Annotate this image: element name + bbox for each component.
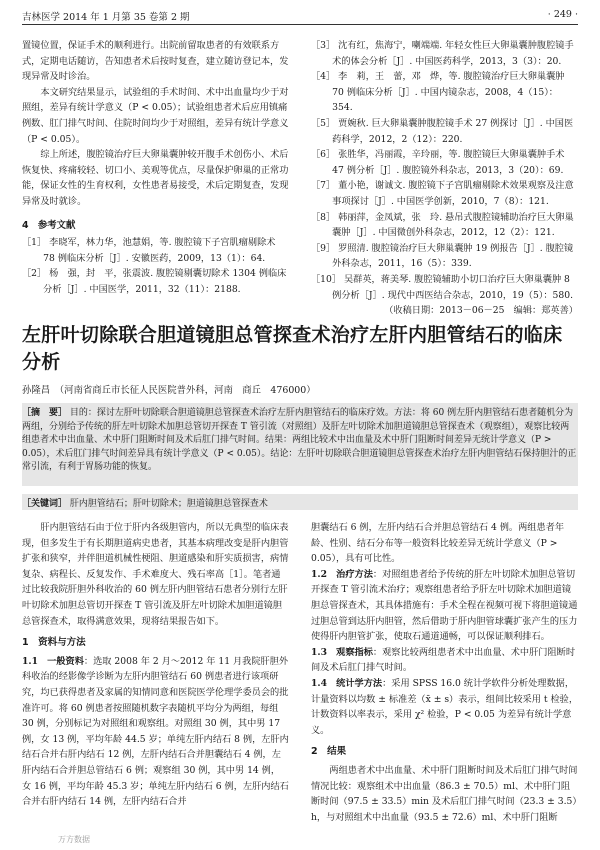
subsection-statistics: 1.4 统计学方法：采用 SPSS 16.0 统计学软件分析处理数据，计量资料以均数 ± 标准差（x̄ ± s）表示，组间比较采用 t 检验，计数资料以率表示，采用 χ² 检验，P < 0.05 为差异有统计学意义。 (311, 677, 579, 736)
reference-item: ［3］ 沈有红，焦海宁，喇端端. 年轻女性巨大卵巢囊肿腹腔镜手术的体会分析［J］. 中国医药科学，2013，3（3）：20. (311, 40, 574, 67)
reference-item: ［8］ 韩丽萍，金凤斌，张 玲. 悬吊式腹腔镜辅助治疗巨大卵巢囊肿［J］. 中国微创外科杂志，2012，12（2）：121. (311, 211, 574, 239)
paragraph: 置镜位置，保证手术的顺利进行。出院前留取患者的有效联系方式，定期电话随访，告知患者术后按时复查，建立随访登记本，发现异常及时诊治。 (22, 40, 289, 83)
running-header (22, 6, 578, 25)
author-affiliation: 孙隆昌 （河南省商丘市长征人民医院普外科，河南 商丘 476000） (22, 385, 316, 396)
section-heading-results: 2 结果 (311, 746, 347, 758)
keywords (22, 496, 578, 509)
reference-item: ［1］ 李晓军，林力华，池慧娟，等. 腹腔镜下子宫肌瘤剔除术 78 例临床分析［J］. 安徽医药，2009，13（1）：64. (22, 237, 276, 264)
prev-article-right-column (311, 38, 578, 319)
results-text: 两组患者术中出血量、术中肝门阻断时间及术后肛门排气时间情况比较：观察组术中出血量（86.3 ± 70.5）ml、术中肝门阻断时间（97.5 ± 33.5）min 及术后肛门排气时间（23.3 ± 3.5）h，与对照组术中出血量（93.5 ± 72.6）ml、术中肝门阻断 (311, 764, 578, 823)
reference-item: ［4］ 李 莉，王 蕾，邓 烨，等. 腹腔镜治疗巨大卵巢囊肿 70 例临床分析［J］. 中国内镜杂志，2008，4（15）：354. (311, 71, 565, 114)
page-number: · 249 · (547, 9, 578, 20)
subsection-treatment: 1.2 治疗方法：对照组患者给予传统的肝左叶切除术加胆总管切开探查 T 管引流术治疗；观察组患者给予肝左叶切除术加胆道镜胆总管探查术，其具体措施有：手术全程在视频可视下将胆道镜通过胆总管到达肝内胆管，然后借助于肝内胆管球囊扩张产生的压力使得肝内胆管扩张，使取石通道通畅，可以保证顺利排石。 (311, 568, 578, 643)
subsection-general-data: 1.1 一般资料：选取 2008 年 2 月～2012 年 11 月我院肝胆外科收治的经影像学诊断为左肝内胆管结石 60 例患者进行该项研究，均已获得患者及家属的知情同意和医院医学伦理学委员会的批准许可。将 60 例患者按照随机数字表随机平均分为两组，每组 30 例，分别标记为对照组和观察组。对照组 30 例，其中男 17 例，女 13 例，平均年龄 44.5 岁；单纯左肝内结石 8 例，左肝内结石合并右肝内结石 12 例，左肝内结石合并胆囊结石 4 例，左肝内结石合并胆总管结石 6 例；观察组 30 例，其中男 14 例，女 16 例，平均年龄 45.3 岁；单纯左肝内结石 6 例，左肝内结石合并右肝内结石 14 例，左肝内结石合并 (22, 655, 289, 808)
abstract-text: 目的：探讨左肝叶切除联合胆道镜胆总管探查术治疗左肝内胆管结石的临床疗效。方法：将 60 例左肝内胆管结石患者随机分为两组，分别给予传统的肝左叶切除术加胆总管切开探查 T 管引流（对照组）及肝左叶切除术加胆道镜胆总管探查术（观察组），观察比较两组患者术中出血量、术中肝门阻断时间及术后肛门排气时间。结果：两组比较术中出血量及术中肝门阻断时间差异无统计学意义（P > 0.05），术后肛门排气时间差异具有统计学意义（P < 0.05）。结论：左肝叶切除联合胆道镜胆总管探查术治疗左肝内胆管结石保持胆汁的正常引流，有利于胃肠功能的恢复。 (22, 408, 577, 473)
reference-item: ［6］ 张胜华，冯丽霞，辛玲丽，等. 腹腔镜巨大卵巢囊肿手术 47 例分析［J］. 腹腔镜外科杂志，2013，3（20）：69. (311, 149, 565, 176)
article-title: 左肝叶切除联合胆道镜胆总管探查术治疗左肝内胆管结石的临床分析 (22, 324, 563, 373)
paragraph: 综上所述，腹腔镜治疗巨大卵巢囊肿较开腹手术创伤小、术后恢复快、疼痛较轻、切口小、美观等优点，尽量保护卵巢的正常功能，保证女性的生育权利，女性患者易接受，术后定期复查，发现异常及时就诊。 (22, 149, 289, 207)
article-left-column (22, 520, 289, 810)
keywords-text: 肝内胆管结石；肝叶切除术；胆道镜胆总管探查术 (69, 499, 268, 509)
references-heading: 4 参考文献 (22, 219, 76, 231)
paragraph: 胆囊结石 6 例，左肝内结石合并胆总管结石 4 例。两组患者年龄、性别、结石分布等一般资料比较差异无统计学意义（P > 0.05），具有可比性。 (311, 522, 565, 565)
abstract-label: ［摘 要］ (22, 408, 68, 418)
journal-info: 吉林医学 2014 年 1 月第 35 卷第 2 期 (22, 12, 190, 23)
reference-item: ［9］ 罗照清. 腹腔镜治疗巨大卵巢囊肿 19 例报告［J］. 腹腔镜外科杂志，2011，16（5）：339. (311, 242, 574, 270)
prev-article-left-column (22, 38, 289, 298)
reference-item: ［10］ 吴群英，蒋美琴. 腹腔镜辅助小切口治疗巨大卵巢囊肿 8 例分析［J］. 现代中西医结合杂志，2010，19（5）：580. (311, 273, 574, 301)
reference-item: ［2］ 杨 强，封 平，张震波. 腹腔镜剔囊切除术 1304 例临床分析［J］. 中国医学，2011，32（11）：2188. (22, 268, 287, 295)
abstract (22, 407, 578, 475)
reference-item: ［7］ 董小艳，谢诚文. 腹腔镜下子宫肌瘤剔除术效果观察及注意事项探讨［J］. 中国医学创新，2010，7（8）：121. (311, 180, 574, 207)
paragraph: 本文研究结果显示，试验组的手术时间、术中出血量均少于对照组，差异有统计学意义（P < 0.05）；试验组患者术后应用镇痛例数、肛门排气时间、住院时间均少于对照组，差异有统计学意义（P < 0.05）。 (22, 86, 289, 145)
reference-item: ［5］ 贾婉秋. 巨大卵巢囊肿腹腔镜手术 27 例探讨［J］. 中国医药科学，2012，2（12）：220. (311, 117, 574, 145)
section-heading-methods: 1 资料与方法 (22, 637, 86, 649)
keywords-label: ［关键词］ (22, 499, 68, 509)
introduction: 肝内胆管结石由于位于肝内各级胆管内，所以无典型的临床表现，但多发生于有长期胆道病史患者，其基本病理改变是肝内胆管扩张和狭窄，并伴胆道机械性梗阻、胆道感染和肝实质损害，病情复杂、病程长、反复发作、手术难度大、残石率高［1］。笔者通过比较我院肝胆外科收治的 60 例左肝内胆管结石患者分别行左肝叶切除术加胆总管切开探查 T 管引流及肝左叶切除术加胆道镜胆总管探查术，取得满意效果，现将结果报告如下。 (22, 522, 289, 627)
received-date: （收稿日期：2013－06－25 编辑：郑英善） (384, 305, 578, 317)
watermark: 万方数据 (58, 835, 90, 844)
article-right-column (311, 520, 578, 825)
subsection-indicators: 1.3 观察指标：观察比较两组患者术中出血量、术中肝门阻断时间及术后肛门排气时间。 (311, 646, 576, 674)
